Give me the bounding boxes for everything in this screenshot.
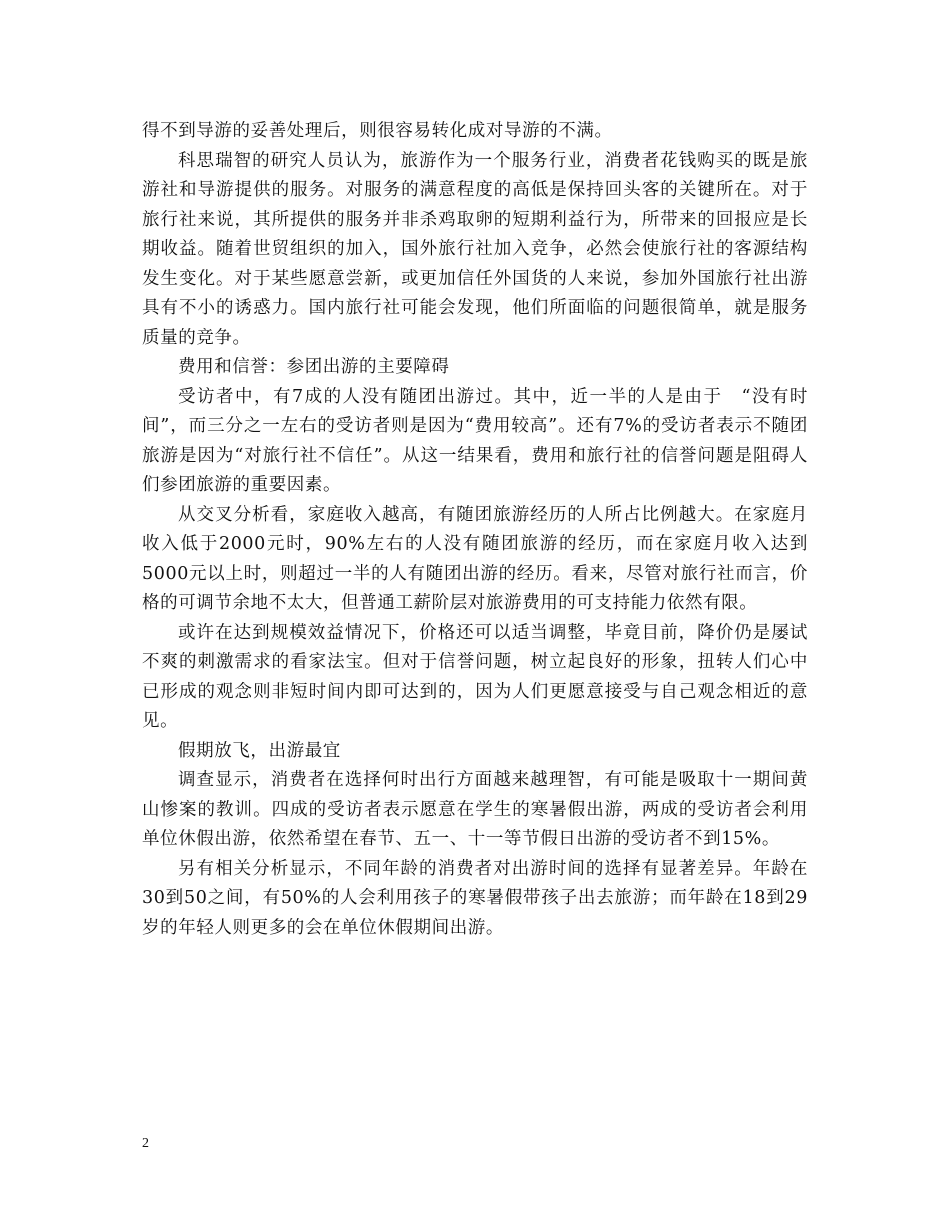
page-number: 2 xyxy=(142,1136,149,1151)
paragraph-income-analysis: 从交叉分析看，家庭收入越高，有随团旅游经历的人所占比例越大。在家庭月收入低于2000元时，90%左右的人没有随团旅游的经历，而在家庭月收入达到5000元以上时，则超过一半的人有随团出游的经历。看来，尽管对旅行社而言，价格的可调节余地不太大，但普通工薪阶层对旅游费用的可支持能力依然有限。 xyxy=(142,504,808,613)
paragraph-price-and-trust: 或许在达到规模效益情况下，价格还可以适当调整，毕竟目前，降价仍是屡试不爽的刺激需求的看家法宝。但对于信誉问题，树立起良好的形象，扭转人们心中已形成的观念则非短时间内即可达到的，因为人们更愿意接受与自己观念相近的意见。 xyxy=(142,622,808,731)
document-page xyxy=(142,117,808,943)
section-heading-cost-and-reputation: 费用和信誉：参团出游的主要障碍 xyxy=(178,357,450,377)
paragraph-continuation: 得不到导游的妥善处理后，则很容易转化成对导游的不满。 xyxy=(142,121,613,141)
paragraph-not-joining-tours: 受访者中，有7成的人没有随团出游过。其中，近一半的人是由于 “没有时间”，而三分之一左右的受访者则是因为“费用较高”。还有7%的受访者表示不随团旅游是因为“对旅行社不信任”。从这一结果看，费用和旅行社的信誉问题是阻碍人们参团旅游的重要因素。 xyxy=(142,386,808,495)
paragraph-service-competition: 科思瑞智的研究人员认为，旅游作为一个服务行业，消费者花钱购买的既是旅游社和导游提供的服务。对服务的满意程度的高低是保持回头客的关键所在。对于旅行社来说，其所提供的服务并非杀鸡取卵的短期利益行为，所带来的回报应是长期收益。随着世贸组织的加入，国外旅行社加入竞争，必然会使旅行社的客源结构发生变化。对于某些愿意尝新，或更加信任外国货的人来说，参加外国旅行社出游具有不小的诱惑力。国内旅行社可能会发现，他们所面临的问题很简单，就是服务质量的竞争。 xyxy=(142,150,808,348)
section-heading-holiday-travel: 假期放飞，出游最宜 xyxy=(178,740,341,761)
paragraph-travel-timing: 调查显示，消费者在选择何时出行方面越来越理智，有可能是吸取十一期间黄山惨案的教训。四成的受访者表示愿意在学生的寒暑假出游，两成的受访者会利用单位休假出游，依然希望在春节、五一、十一等节假日出游的受访者不到15%。 xyxy=(142,770,808,849)
paragraph-age-analysis: 另有相关分析显示，不同年龄的消费者对出游时间的选择有显著差异。年龄在30到50之间，有50%的人会利用孩子的寒暑假带孩子出去旅游；而年龄在18到29岁的年轻人则更多的会在单位休假期间出游。 xyxy=(142,858,808,938)
